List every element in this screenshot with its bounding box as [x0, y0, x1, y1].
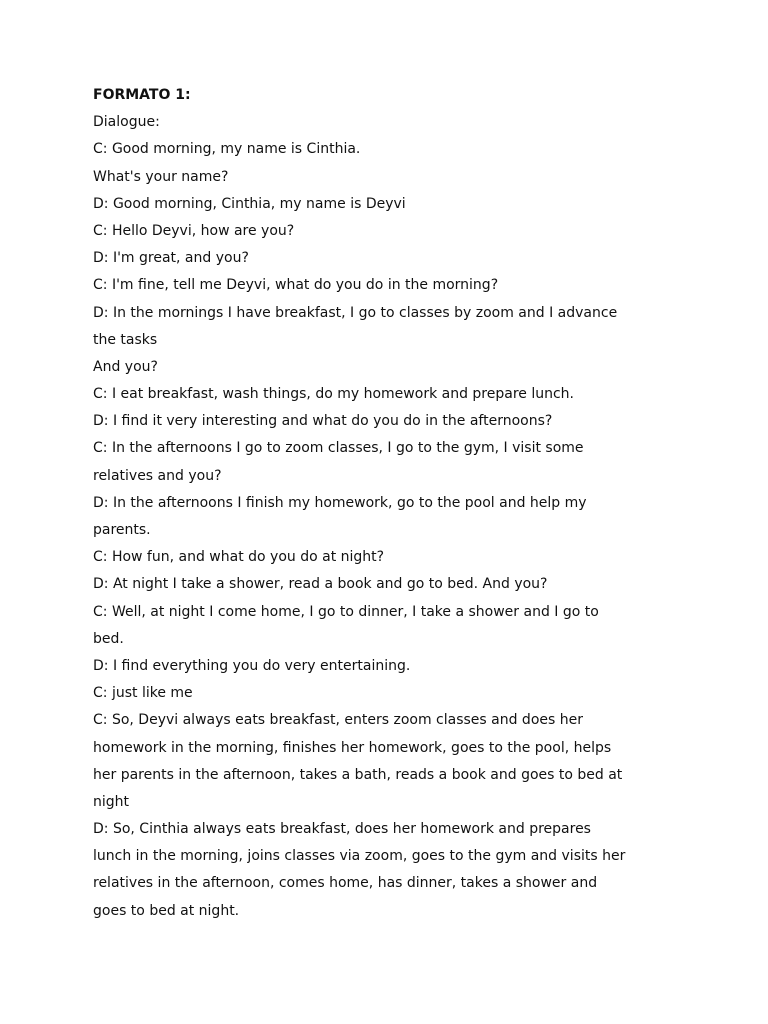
dialogue-line: relatives in the afternoon, comes home, has dinner, takes a shower and — [93, 875, 598, 892]
dialogue-line: C: Good morning, my name is Cinthia. — [93, 141, 361, 158]
dialogue-line: C: Hello Deyvi, how are you? — [93, 222, 295, 239]
dialogue-line: C: So, Deyvi always eats breakfast, enters zoom classes and does her — [93, 712, 583, 729]
dialogue-line: C: In the afternoons I go to zoom classes, I go to the gym, I visit some — [93, 440, 584, 457]
dialogue-line: D: Good morning, Cinthia, my name is Deyvi — [93, 195, 406, 212]
dialogue-line: relatives and you? — [93, 467, 222, 484]
dialogue-line: the tasks — [93, 331, 158, 348]
dialogue-line: D: In the mornings I have breakfast, I go to classes by zoom and I advance — [93, 304, 618, 321]
dialogue-line: homework in the morning, finishes her homework, goes to the pool, helps — [93, 739, 612, 756]
dialogue-line: goes to bed at night. — [93, 902, 240, 919]
dialogue-line: Dialogue: — [93, 114, 160, 131]
dialogue-line: C: Well, at night I come home, I go to dinner, I take a shower and I go to — [93, 603, 599, 620]
dialogue-line: What's your name? — [93, 168, 229, 185]
dialogue-line: C: How fun, and what do you do at night? — [93, 549, 385, 566]
dialogue-line: D: I find everything you do very entertaining. — [93, 657, 411, 674]
dialogue-line: D: At night I take a shower, read a book and go to bed. And you? — [93, 576, 548, 593]
document-heading: FORMATO 1: — [93, 87, 191, 103]
dialogue-line: D: So, Cinthia always eats breakfast, does her homework and prepares — [93, 821, 591, 838]
dialogue-line: night — [93, 793, 130, 810]
dialogue-line: And you? — [93, 358, 158, 375]
document-body — [93, 82, 673, 925]
dialogue-line: C: I'm fine, tell me Deyvi, what do you do in the morning? — [93, 277, 499, 294]
dialogue-line: D: I find it very interesting and what do you do in the afternoons? — [93, 413, 553, 430]
dialogue-line: D: I'm great, and you? — [93, 250, 249, 267]
dialogue-line: lunch in the morning, joins classes via zoom, goes to the gym and visits her — [93, 848, 626, 865]
dialogue-line: D: In the afternoons I finish my homework, go to the pool and help my — [93, 494, 587, 511]
dialogue-line: C: I eat breakfast, wash things, do my homework and prepare lunch. — [93, 386, 574, 403]
dialogue-line: C: just like me — [93, 685, 193, 702]
dialogue-line: bed. — [93, 630, 124, 647]
dialogue-line: parents. — [93, 522, 151, 538]
dialogue-line: her parents in the afternoon, takes a bath, reads a book and goes to bed at — [93, 766, 623, 783]
